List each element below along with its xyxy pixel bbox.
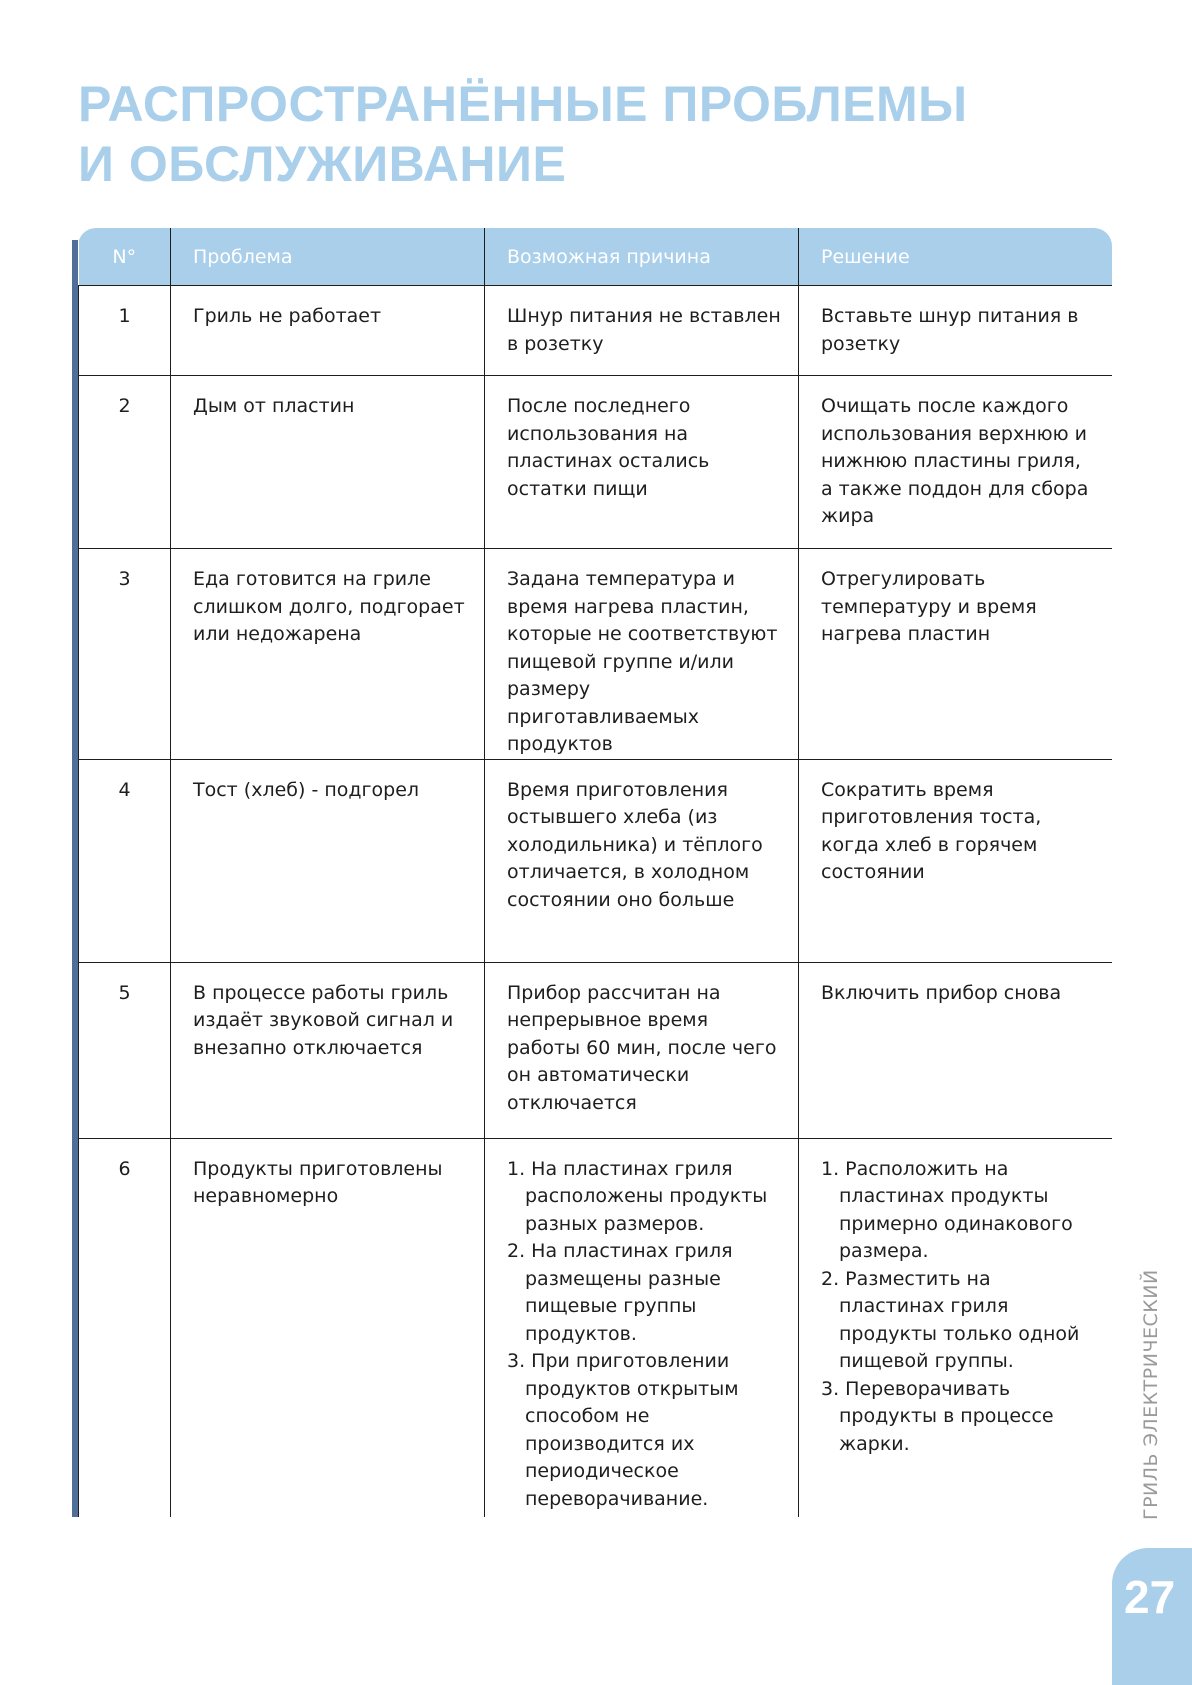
table-row (79, 286, 1113, 376)
row-solution: Очищать после каждого использования верхнюю и нижнюю пластины гриля, а также поддон для сбора жира (799, 376, 1113, 549)
page-title-line2: И ОБСЛУЖИВАНИЕ (78, 136, 567, 192)
row-number: 2 (79, 376, 171, 549)
row-cause: Задана температура и время нагрева пластин, которые не соответствуют пищевой группе и/или размеру приготавливаемых продуктов (485, 549, 799, 760)
table-row (79, 759, 1113, 962)
list-item: 3. Переворачивать продукты в процессе жарки. (821, 1377, 1054, 1455)
page-title (78, 74, 968, 194)
row-number: 4 (79, 759, 171, 962)
row-cause (485, 1138, 799, 1517)
cause-list (507, 1156, 784, 1514)
row-number: 6 (79, 1138, 171, 1517)
row-problem: В процессе работы гриль издаёт звуковой сигнал и внезапно отключается (171, 962, 485, 1138)
row-solution: Отрегулировать температуру и время нагрева пластин (799, 549, 1113, 760)
header-cause: Возможная причина (485, 228, 799, 286)
table-header-row (79, 228, 1113, 286)
table-row (79, 1138, 1113, 1517)
list-item: 1. На пластинах гриля расположены продукты разных размеров. (507, 1157, 768, 1235)
row-cause: Прибор рассчитан на непрерывное время работы 60 мин, после чего он автоматически отключается (485, 962, 799, 1138)
troubleshooting-table (78, 228, 1112, 1517)
row-number: 1 (79, 286, 171, 376)
row-number: 5 (79, 962, 171, 1138)
header-solution: Решение (799, 228, 1113, 286)
list-item: 1. Расположить на пластинах продукты примерно одинакового размера. (821, 1157, 1073, 1262)
row-solution: Сократить время приготовления тоста, когда хлеб в горячем состоянии (799, 759, 1113, 962)
table-row (79, 962, 1113, 1138)
solution-list (821, 1156, 1098, 1459)
page-number: 27 (1124, 1571, 1176, 1623)
row-problem: Тост (хлеб) - подгорел (171, 759, 485, 962)
list-item: 3. При приготовлении продуктов открытым способом не производится их периодическое переворачивание. (507, 1350, 739, 1510)
row-problem: Дым от пластин (171, 376, 485, 549)
row-cause: После последнего использования на пластинах остались остатки пищи (485, 376, 799, 549)
list-item: 2. Разместить на пластинах гриля продукты только одной пищевой группы. (821, 1267, 1080, 1372)
row-number: 3 (79, 549, 171, 760)
row-solution: Включить прибор снова (799, 962, 1113, 1138)
row-problem: Продукты приготовлены неравномерно (171, 1138, 485, 1517)
row-solution (799, 1138, 1113, 1517)
header-problem: Проблема (171, 228, 485, 286)
page-title-line1: РАСПРОСТРАНЁННЫЕ ПРОБЛЕМЫ (78, 76, 968, 132)
row-cause: Время приготовления остывшего хлеба (из холодильника) и тёплого отличается, в холодном состоянии оно больше (485, 759, 799, 962)
product-side-label: ГРИЛЬ ЭЛЕКТРИЧЕСКИЙ (1140, 1269, 1162, 1520)
troubleshooting-table-container (78, 228, 1112, 1517)
list-item: 2. На пластинах гриля размещены разные пищевые группы продуктов. (507, 1240, 733, 1345)
table-row (79, 549, 1113, 760)
row-problem: Еда готовится на гриле слишком долго, подгорает или недожарена (171, 549, 485, 760)
row-problem: Гриль не работает (171, 286, 485, 376)
header-number: N° (79, 228, 171, 286)
row-cause: Шнур питания не вставлен в розетку (485, 286, 799, 376)
table-row (79, 376, 1113, 549)
row-solution: Вставьте шнур питания в розетку (799, 286, 1113, 376)
